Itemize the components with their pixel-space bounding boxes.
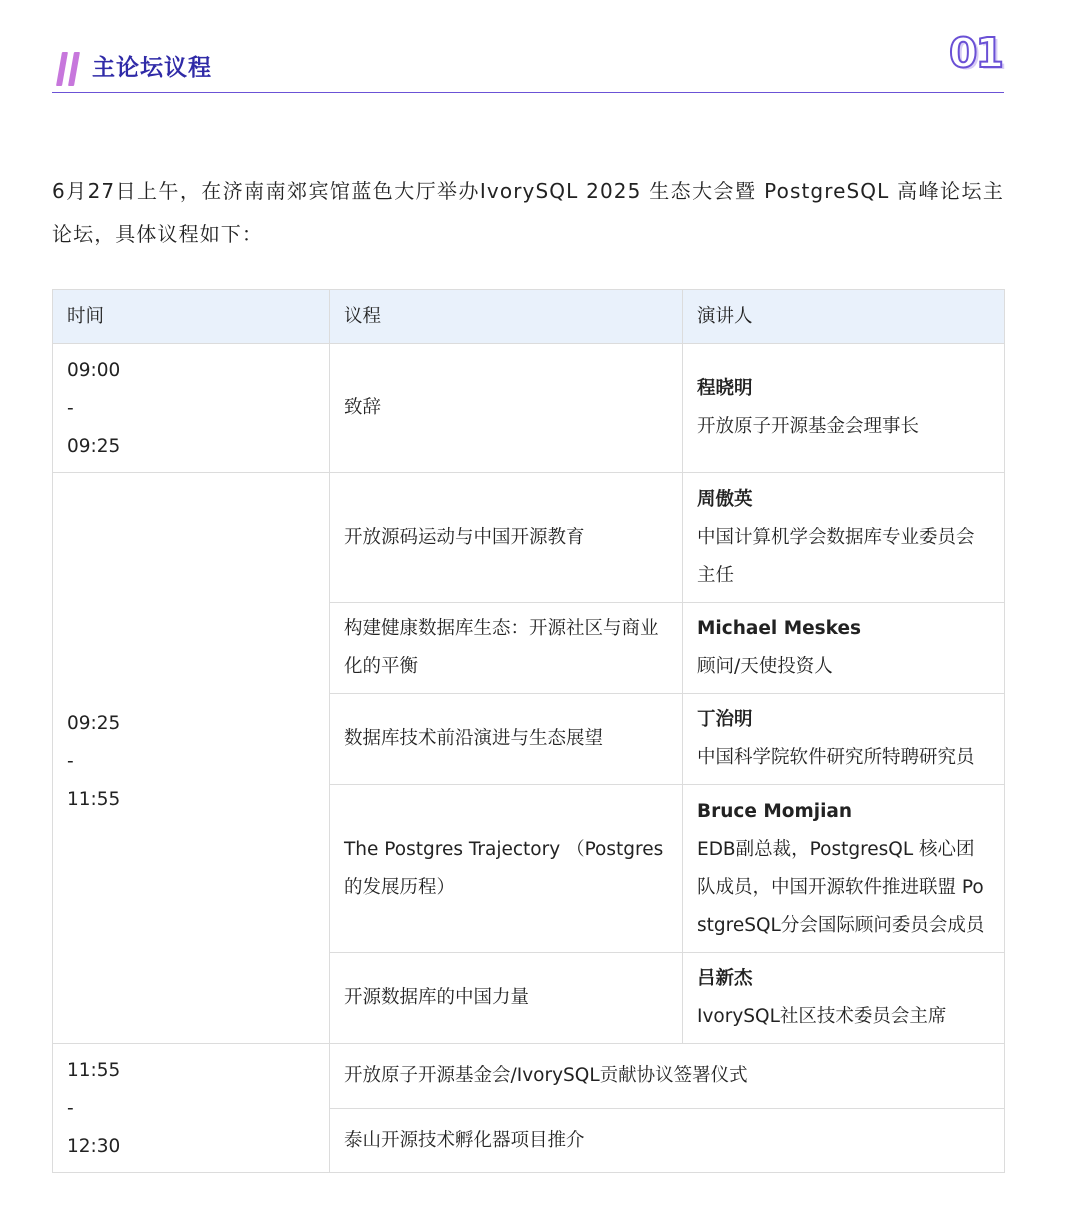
time-end: 11:55 — [67, 789, 121, 810]
section-header — [52, 30, 1004, 93]
time-cell — [53, 473, 330, 1044]
header-speaker: 演讲人 — [683, 290, 1005, 344]
time-start: 11:55 — [67, 1060, 121, 1081]
title-slash-icon — [56, 52, 68, 86]
intro-paragraph: 6月27日上午，在济南南郊宾馆蓝色大厅举办IvorySQL 2025 生态大会暨 PostgreSQL 高峰论坛主论坛，具体议程如下： — [52, 179, 1004, 246]
topic-cell: 泰山开源技术孵化器项目推介 — [330, 1109, 1005, 1173]
time-end: 09:25 — [67, 436, 121, 457]
speaker-name: 丁治明 — [697, 709, 753, 730]
speaker-title: IvorySQL社区技术委员会主席 — [697, 1006, 947, 1027]
time-end: 12:30 — [67, 1136, 121, 1157]
header-time: 时间 — [53, 290, 330, 344]
speaker-cell — [683, 603, 1005, 694]
topic-cell: The Postgres Trajectory （Postgres的发展历程） — [330, 785, 683, 953]
time-cell — [53, 1044, 330, 1173]
time-separator: - — [67, 751, 74, 772]
time-start: 09:00 — [67, 360, 121, 381]
section-title: 主论坛议程 — [92, 55, 212, 81]
speaker-name: Michael Meskes — [697, 618, 862, 639]
topic-cell: 构建健康数据库生态：开源社区与商业化的平衡 — [330, 603, 683, 694]
section-number: 01 — [948, 29, 1002, 77]
speaker-cell — [683, 953, 1005, 1044]
title-slash-icon — [68, 52, 80, 86]
topic-cell: 致辞 — [330, 344, 683, 473]
time-separator: - — [67, 1098, 74, 1119]
time-start: 09:25 — [67, 713, 121, 734]
table-row — [53, 473, 1005, 603]
topic-cell: 数据库技术前沿演进与生态展望 — [330, 694, 683, 785]
speaker-title: 开放原子开源基金会理事长 — [697, 416, 920, 437]
speaker-cell — [683, 694, 1005, 785]
speaker-name: 程晓明 — [697, 378, 753, 399]
topic-cell: 开放原子开源基金会/IvorySQL贡献协议签署仪式 — [330, 1044, 1005, 1109]
speaker-name: 周傲英 — [697, 488, 753, 510]
speaker-cell — [683, 785, 1005, 953]
agenda-table — [52, 289, 1005, 1173]
speaker-title: 中国计算机学会数据库专业委员会主任 — [697, 526, 975, 586]
speaker-cell — [683, 344, 1005, 473]
topic-cell: 开放源码运动与中国开源教育 — [330, 473, 683, 603]
table-row — [53, 1044, 1005, 1109]
speaker-cell — [683, 473, 1005, 603]
speaker-name: 吕新杰 — [697, 968, 753, 989]
header-topic: 议程 — [330, 290, 683, 344]
speaker-title: 顾问/天使投资人 — [697, 656, 833, 677]
table-row — [53, 344, 1005, 473]
table-header-row — [53, 290, 1005, 344]
speaker-title: 中国科学院软件研究所特聘研究员 — [697, 747, 975, 768]
time-cell — [53, 344, 330, 473]
speaker-name: Bruce Momjian — [697, 800, 853, 822]
time-separator: - — [67, 398, 74, 419]
speaker-title: EDB副总裁，PostgresQL 核心团队成员，中国开源软件推进联盟 PostgreSQL分会国际顾问委员会成员 — [697, 838, 985, 936]
topic-cell: 开源数据库的中国力量 — [330, 953, 683, 1044]
